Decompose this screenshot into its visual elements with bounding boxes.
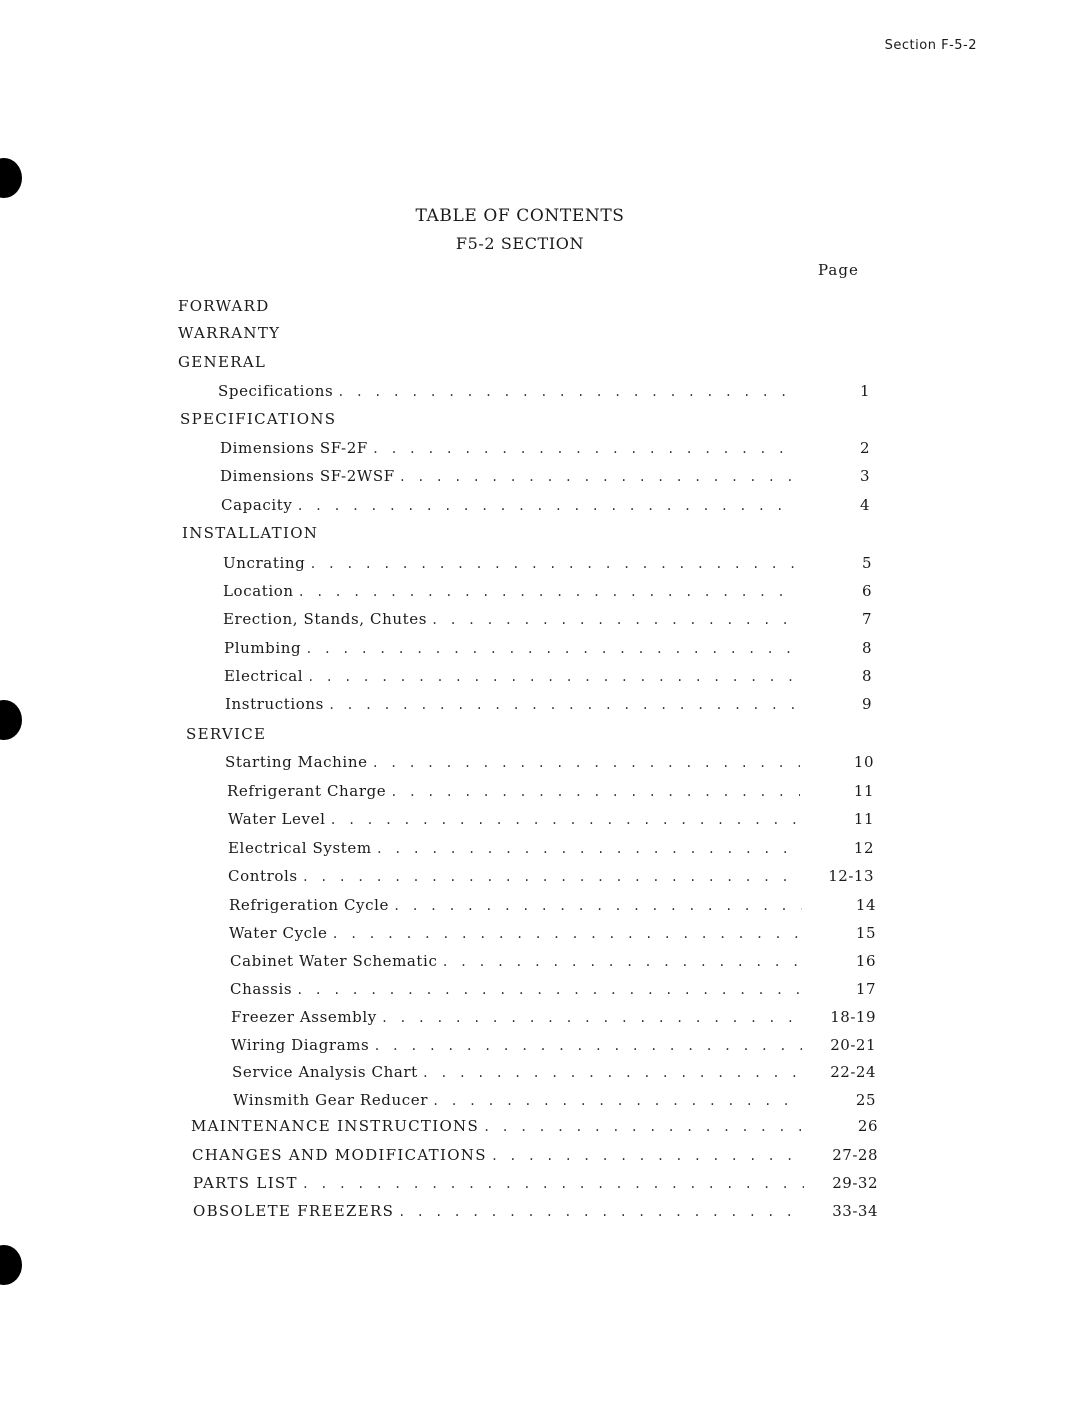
toc-entry-label: Plumbing	[224, 639, 302, 657]
toc-heading	[178, 353, 266, 371]
dot-leader	[441, 955, 802, 969]
toc-entry	[230, 980, 876, 998]
toc-entry-label: Winsmith Gear Reducer	[233, 1091, 429, 1109]
dot-leader	[330, 813, 801, 827]
toc-entry	[224, 639, 872, 657]
toc-entry-page: 18-19	[830, 1008, 876, 1026]
toc-entry-page: 5	[861, 554, 872, 572]
toc-entry-page: 33-34	[832, 1202, 878, 1220]
toc-entry	[227, 782, 874, 800]
dot-leader	[491, 1149, 804, 1163]
toc-entry-page: 17	[855, 980, 876, 998]
toc-entry	[220, 439, 870, 457]
toc-entry-page: 26	[857, 1117, 878, 1135]
toc-heading	[193, 1202, 878, 1220]
toc-entry-label: Electrical	[224, 667, 304, 685]
dot-leader	[302, 1177, 804, 1191]
dot-leader	[337, 385, 796, 399]
dot-leader	[296, 983, 802, 997]
punch-hole	[0, 700, 22, 740]
toc-entry-label: Controls	[228, 867, 298, 885]
toc-entry-page: 20-21	[830, 1036, 876, 1054]
toc-entry	[220, 467, 870, 485]
toc-entry	[231, 1008, 876, 1026]
toc-entry-label: SERVICE	[186, 725, 267, 743]
toc-entry-label: OBSOLETE FREEZERS	[193, 1202, 395, 1220]
toc-entry-label: Erection, Stands, Chutes	[223, 610, 427, 628]
toc-entry-label: Water Cycle	[229, 924, 328, 942]
section-number: Section F-5-2	[884, 38, 977, 53]
toc-entry-label: Service Analysis Chart	[232, 1063, 418, 1081]
toc-entry	[223, 582, 872, 600]
dot-leader	[398, 1205, 804, 1219]
toc-entry-page: 27-28	[832, 1146, 878, 1164]
toc-entry-label: Freezer Assembly	[231, 1008, 377, 1026]
toc-entry-label: Cabinet Water Schematic	[230, 952, 438, 970]
toc-entry-label: Refrigerant Charge	[227, 782, 387, 800]
toc-heading	[193, 1174, 878, 1192]
toc-entry-page: 22-24	[830, 1063, 876, 1081]
toc-entry-label: WARRANTY	[178, 324, 281, 342]
toc-entry-page: 25	[855, 1091, 876, 1109]
toc-entry-page: 11	[853, 810, 874, 828]
toc-entry-page: 12-13	[828, 867, 874, 885]
toc-heading	[191, 1117, 878, 1135]
dot-leader	[372, 756, 800, 770]
toc-entry-label: Specifications	[218, 382, 334, 400]
toc-heading	[192, 1146, 878, 1164]
toc-entry	[224, 667, 872, 685]
toc-heading	[180, 410, 336, 428]
toc-entry-page: 12	[853, 839, 874, 857]
toc-entry-page: 8	[861, 639, 872, 657]
dot-leader	[305, 642, 798, 656]
toc-entry-label: INSTALLATION	[182, 524, 319, 542]
toc-heading	[178, 297, 270, 315]
dot-leader	[432, 1094, 802, 1108]
dot-leader	[390, 785, 800, 799]
toc-entry-label: Electrical System	[228, 839, 372, 857]
dot-leader	[431, 613, 798, 627]
dot-leader	[483, 1120, 804, 1134]
toc-entry-label: Refrigeration Cycle	[229, 896, 389, 914]
toc-entry	[218, 382, 870, 400]
dot-leader	[381, 1011, 802, 1025]
toc-entry-label: GENERAL	[178, 353, 267, 371]
toc-entry-page: 1	[859, 382, 870, 400]
toc-entry	[229, 924, 876, 942]
dot-leader	[332, 927, 802, 941]
toc-entry-page: 15	[855, 924, 876, 942]
toc-entry	[223, 610, 872, 628]
dot-leader	[399, 470, 796, 484]
toc-entry-page: 8	[861, 667, 872, 685]
toc-entry-page: 14	[855, 896, 876, 914]
toc-entry-page: 7	[861, 610, 872, 628]
toc-entry-page: 9	[861, 695, 872, 713]
toc-entry-label: PARTS LIST	[193, 1174, 298, 1192]
dot-leader	[373, 1039, 802, 1053]
toc-entry-label: Instructions	[225, 695, 324, 713]
toc-entry	[221, 496, 870, 514]
toc-entry-label: Uncrating	[223, 554, 306, 572]
punch-hole	[0, 158, 22, 198]
toc-heading	[186, 725, 266, 743]
dot-leader	[298, 585, 798, 599]
toc-entry-label: SPECIFICATIONS	[180, 410, 337, 428]
toc-entry	[228, 839, 874, 857]
toc-entry	[230, 952, 876, 970]
dot-leader	[393, 899, 802, 913]
toc-heading	[182, 524, 318, 542]
toc-entry	[233, 1091, 876, 1109]
toc-entry	[232, 1063, 876, 1081]
toc-entry-page: 6	[861, 582, 872, 600]
toc-entry-page: 16	[855, 952, 876, 970]
toc-entry-page: 10	[853, 753, 874, 771]
dot-leader	[372, 442, 796, 456]
toc-entry	[229, 896, 876, 914]
toc-entry-label: Location	[223, 582, 294, 600]
toc-entry-page: 11	[853, 782, 874, 800]
dot-leader	[309, 557, 798, 571]
toc-entry-page: 29-32	[832, 1174, 878, 1192]
toc-entry-label: MAINTENANCE INSTRUCTIONS	[191, 1117, 480, 1135]
page-column-label: Page	[818, 261, 859, 279]
toc-entry-page: 2	[859, 439, 870, 457]
toc-entry	[223, 554, 872, 572]
dot-leader	[296, 499, 796, 513]
toc-entry-label: Water Level	[228, 810, 326, 828]
toc-entry-page: 4	[859, 496, 870, 514]
toc-entry	[228, 867, 874, 885]
toc-entry-label: Wiring Diagrams	[231, 1036, 370, 1054]
toc-entry-label: Capacity	[221, 496, 293, 514]
toc-entry-label: Dimensions SF-2F	[220, 439, 368, 457]
dot-leader	[376, 842, 800, 856]
toc-entry-label: Chassis	[230, 980, 293, 998]
punch-hole	[0, 1245, 22, 1285]
dot-leader	[422, 1066, 802, 1080]
toc-entry	[225, 753, 874, 771]
dot-leader	[328, 698, 798, 712]
toc-entry-label: Starting Machine	[225, 753, 368, 771]
dot-leader	[302, 870, 800, 884]
toc-entry-label: CHANGES AND MODIFICATIONS	[192, 1146, 487, 1164]
toc-entry	[231, 1036, 876, 1054]
toc-entry	[228, 810, 874, 828]
toc-entry-label: FORWARD	[178, 297, 270, 315]
toc-heading	[178, 324, 280, 342]
dot-leader	[307, 670, 798, 684]
toc-entry-label: Dimensions SF-2WSF	[220, 467, 395, 485]
toc-entry	[225, 695, 872, 713]
page-title: TABLE OF CONTENTS	[415, 206, 625, 226]
page-subtitle: F5-2 SECTION	[455, 234, 585, 253]
toc-entry-page: 3	[859, 467, 870, 485]
